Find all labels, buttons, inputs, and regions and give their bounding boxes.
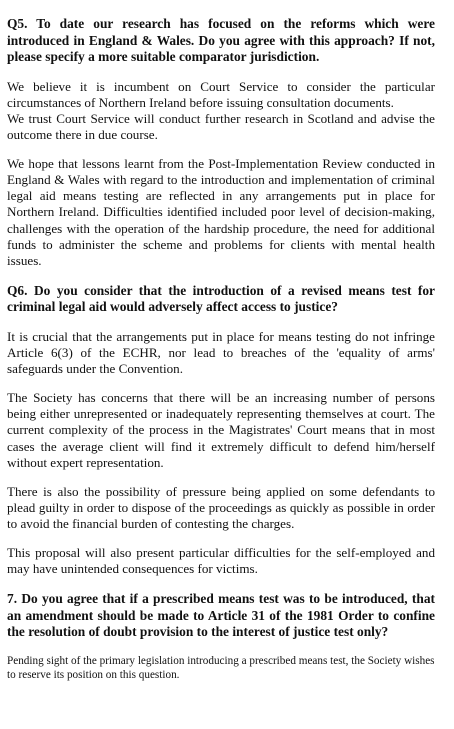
answer-q6-paragraph-3: There is also the possibility of pressure being applied on some defendants to plead guilty in order to dispose of the proceedings as quickly as possible in order to avoid the financial burden of contesting the charges. xyxy=(7,483,435,531)
question-q6: Q6. Do you consider that the introduction of a revised means test for criminal legal aid would adversely affect access to justice? xyxy=(7,282,435,315)
answer-q5-paragraph-2: We trust Court Service will conduct further research in Scotland and advise the outcome there in due course. xyxy=(7,110,435,143)
question-q5: Q5. To date our research has focused on the reforms which were introduced in England & Wales. Do you agree with this approach? If not, please specify a more suitable comparator jurisdiction. xyxy=(7,16,435,65)
answer-q7-paragraph-1: Pending sight of the primary legislation introducing a prescribed means test, the Society wishes to reserve its position on this question. xyxy=(7,655,435,682)
answer-q5-paragraph-3: We hope that lessons learnt from the Post-Implementation Review conducted in England & Wales with regard to the introduction and implementation of criminal legal aid means testing are reflected in any arrangements put in place for Northern Ireland. Difficulties identified included poor level of decision-making, challenges with the operation of the hardship procedure, the need for additional funds to administer the scheme and problems for clients with mental health issues. xyxy=(7,156,435,268)
answer-q6-paragraph-1: It is crucial that the arrangements put in place for means testing do not infringe Article 6(3) of the ECHR, nor lead to breaches of the 'equality of arms' safeguards under the Convention. xyxy=(7,329,435,377)
answer-q6-paragraph-4: This proposal will also present particular difficulties for the self-employed and may have unintended consequences for victims. xyxy=(7,545,435,577)
answer-q6-paragraph-2: The Society has concerns that there will be an increasing number of persons being either unrepresented or inadequately representing themselves at court. The current complexity of the process in the Magistrates' Court means that in most cases the average client will find it extremely difficult to defend him/herself without expert representation. xyxy=(7,390,435,470)
document-page xyxy=(7,16,435,682)
question-q7: 7. Do you agree that if a prescribed means test was to be introduced, that an amendment should be made to Article 31 of the 1981 Order to confine the resolution of doubt provision to the interest of justice test only? xyxy=(7,591,435,640)
answer-q5-paragraph-1: We believe it is incumbent on Court Service to consider the particular circumstances of Northern Ireland before issuing consultation documents. xyxy=(7,78,435,110)
